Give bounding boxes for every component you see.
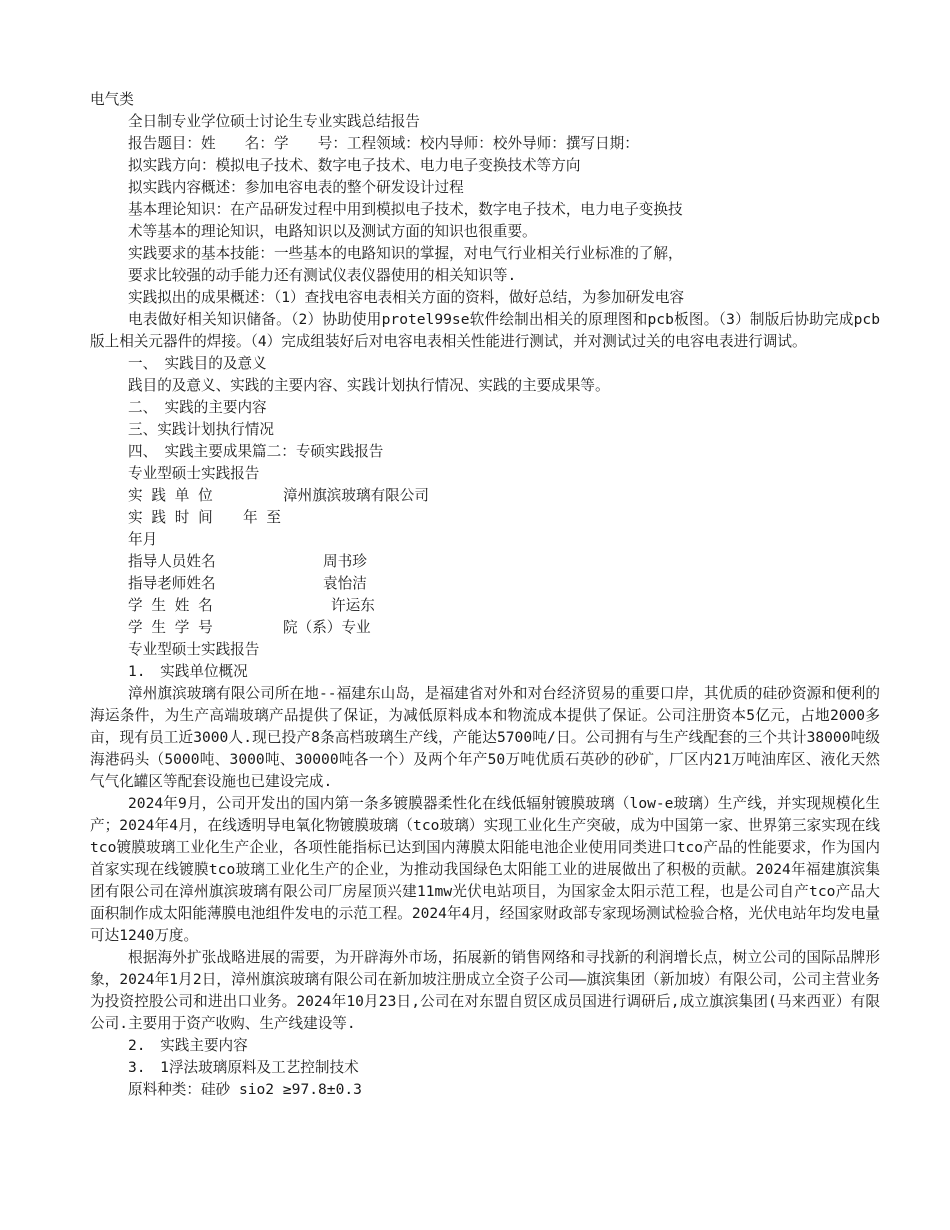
theory-line-2: 术等基本的理论知识，电路知识以及测试方面的知识也很重要。 bbox=[128, 223, 537, 240]
info-row-teacher bbox=[90, 573, 880, 595]
info-time-continuation: 年月 bbox=[128, 531, 158, 548]
info-value-student-id: 院（系）专业 bbox=[283, 619, 371, 636]
heading-float-glass: 3. 1浮法玻璃原料及工艺控制技术 bbox=[128, 1059, 359, 1076]
paragraph-company-overview: 漳州旗滨玻璃有限公司所在地--福建东山岛，是福建省对外和对台经济贸易的重要口岸，其优质的硅砂资源和便利的海运条件，为生产高端玻璃产品提供了保证，为减低原料成本和物流成本提供了保证。公司注册资本5亿元，占地2000多亩，现有员工近3000人.现已投产8条高档玻璃生产线，产能达5700吨/日。公司拥有与生产线配套的三个共计38000吨级海港码头（5000吨、3000吨、30000吨各一个）及两个年产50万吨优质石英砂的砂矿，厂区内21万吨油库区、液化天然气气化罐区等配套设施也已建设完成. bbox=[90, 685, 880, 790]
heading-practice-content: 2. 实践主要内容 bbox=[128, 1037, 248, 1054]
document-title: 全日制专业学位硕士讨论生专业实践总结报告 bbox=[128, 113, 420, 130]
section-1-description: 践目的及意义、实践的主要内容、实践计划执行情况、实践的主要成果等。 bbox=[128, 377, 610, 394]
section-heading-3: 三、实践计划执行情况 bbox=[128, 421, 274, 438]
paragraph-company-history: 2024年9月，公司开发出的国内第一条多镀膜器柔性化在线低辐射镀膜玻璃（low-e玻璃）生产线，并实现规模化生产；2024年4月，在线透明导电氧化物镀膜玻璃（tco玻璃）实现工业化生产突破，成为中国第一家、世界第三家实现在线tco镀膜玻璃工业化生产企业，各项性能指标已达到国内薄膜太阳能电池企业使用同类进口tco产品的性能要求，作为国内首家实现在线镀膜tco玻璃工业化生产的企业，为推动我国绿色太阳能工业的进展做出了积极的贡献。2024年福建旗滨集团有限公司在漳州旗滨玻璃有限公司厂房屋顶兴建11mw光伏电站项目，为国家金太阳示范工程，也是公司自产tco产品大面积制作成太阳能薄膜电池组件发电的示范工程。2024年4月，经国家财政部专家现场测试检验合格，光伏电站年均发电量可达1240万度。 bbox=[90, 795, 880, 944]
paragraph-overseas-expansion: 根据海外扩张战略进展的需要，为开辟海外市场，拓展新的销售网络和寻找新的利润增长点，树立公司的国际品牌形象，2024年1月2日，漳州旗滨玻璃有限公司在新加坡注册成立全资子公司——旗滨集团（新加坡）有限公司，公司主营业务为投资控股公司和进出口业务。2024年10月23日,公司在对东盟自贸区成员国进行调研后,成立旗滨集团(马来西亚）有限公司.主要用于资产收购、生产线建设等. bbox=[90, 949, 880, 1032]
info-label-teacher: 指导老师姓名 bbox=[128, 575, 216, 592]
section-heading-4: 四、 实践主要成果篇二：专硕实践报告 bbox=[128, 443, 384, 460]
category-label: 电气类 bbox=[90, 91, 134, 108]
skills-line-2: 要求比较强的动手能力还有测试仪表仪器使用的相关知识等. bbox=[128, 267, 517, 284]
results-paragraph: 电表做好相关知识储备。（2）协助使用protel99se软件绘制出相关的原理图和pcb板图。（3）制版后协助完成pcb版上相关元器件的焊接。（4）完成组装好后对电容电表相关性能进行测试，并对测试过关的电容电表进行调试。 bbox=[90, 311, 880, 350]
info-label-student-id: 学 生 学 号 bbox=[128, 619, 213, 636]
info-row-student-id bbox=[90, 617, 880, 639]
info-label-unit: 实 践 单 位 bbox=[128, 487, 213, 504]
heading-company-overview: 1. 实践单位概况 bbox=[128, 663, 248, 680]
info-value-time: 年 至 bbox=[243, 509, 281, 526]
document-page bbox=[90, 89, 880, 1101]
info-label-student: 学 生 姓 名 bbox=[128, 597, 213, 614]
info-value-unit: 漳州旗滨玻璃有限公司 bbox=[283, 487, 429, 504]
info-value-guide: 周书珍 bbox=[323, 553, 367, 570]
info-row-guide bbox=[90, 551, 880, 573]
content-overview: 拟实践内容概述：参加电容电表的整个研发设计过程 bbox=[128, 179, 464, 196]
report-header-fields: 报告题目：姓 名：学 号：工程领域：校内导师：校外导师：撰写日期： bbox=[128, 135, 639, 152]
theory-line-1: 基本理论知识：在产品研发过程中用到模拟电子技术，数字电子技术，电力电子变换技 bbox=[128, 201, 683, 218]
practice-direction: 拟实践方向：模拟电子技术、数字电子技术、电力电子变换技术等方向 bbox=[128, 157, 581, 174]
section-heading-1: 一、 实践目的及意义 bbox=[128, 355, 267, 372]
info-label-guide: 指导人员姓名 bbox=[128, 553, 216, 570]
raw-material-types: 原料种类：硅砂 sio2 ≥97.8±0.3 bbox=[128, 1081, 362, 1098]
results-line-1: 实践拟出的成果概述：（1）查找电容电表相关方面的资料，做好总结，为参加研发电容 bbox=[128, 289, 685, 306]
skills-line-1: 实践要求的基本技能：一些基本的电路知识的掌握，对电气行业相关行业标准的了解， bbox=[128, 245, 683, 262]
info-row-student bbox=[90, 595, 880, 617]
info-label-time: 实 践 时 间 bbox=[128, 509, 213, 526]
info-value-student: 许运东 bbox=[331, 597, 375, 614]
section-heading-2: 二、 实践的主要内容 bbox=[128, 399, 267, 416]
report-type-heading: 专业型硕士实践报告 bbox=[128, 465, 260, 482]
info-row-unit bbox=[90, 485, 880, 507]
report-type-heading-2: 专业型硕士实践报告 bbox=[128, 641, 260, 658]
info-row-time bbox=[90, 507, 880, 529]
info-value-teacher: 袁怡洁 bbox=[323, 575, 367, 592]
